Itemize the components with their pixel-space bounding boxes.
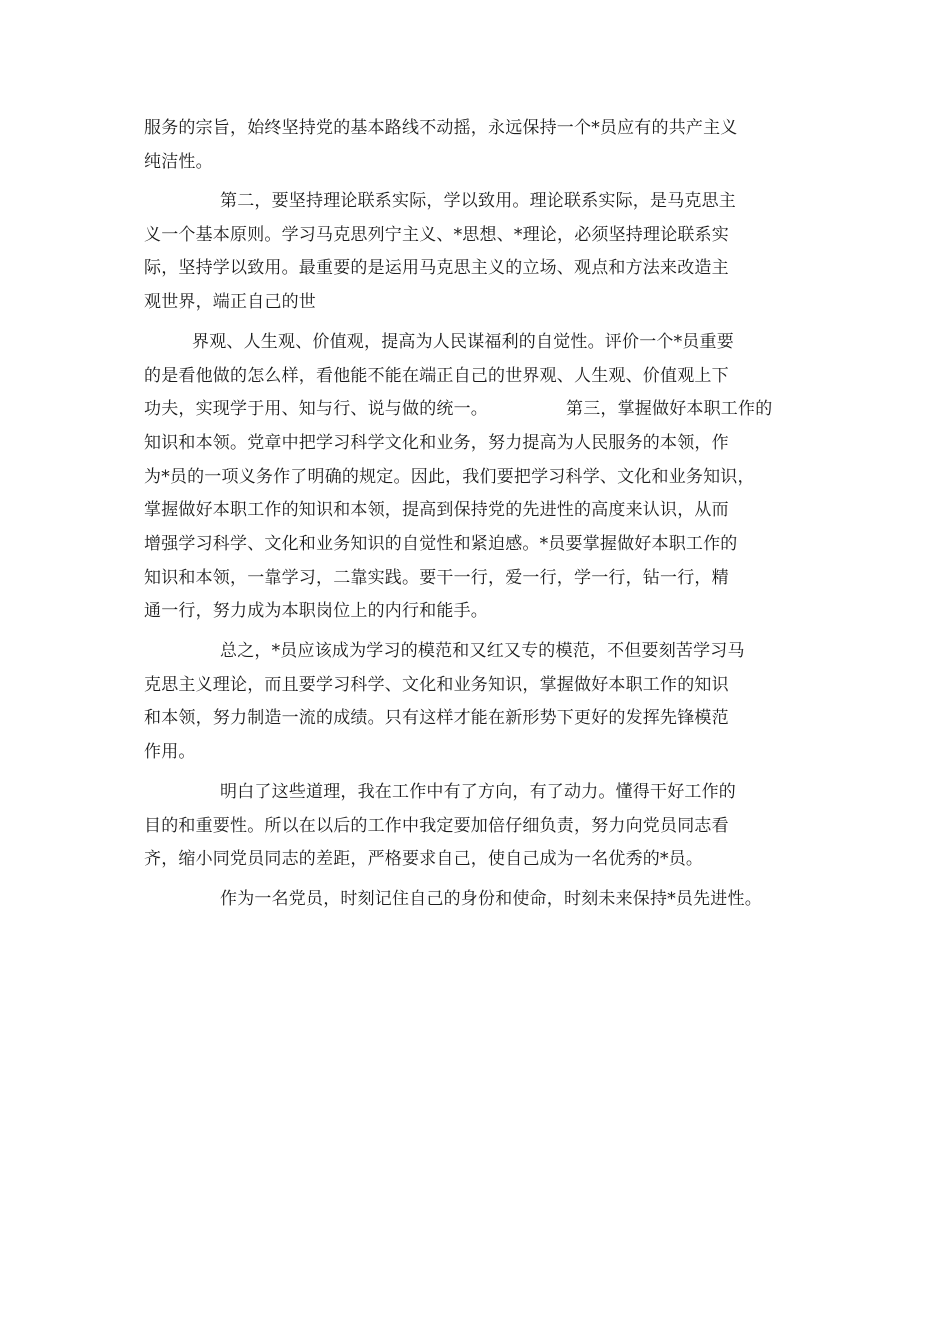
text-line: 作用。 <box>144 742 196 762</box>
text-line: 为*员的一项义务作了明确的规定。因此，我们要把学习科学、文化和业务知识， <box>144 467 755 487</box>
text-line: 第二，要坚持理论联系实际，学以致用。理论联系实际，是马克思主 <box>220 191 736 211</box>
text-line: 知识和本领，一靠学习，二靠实践。要干一行，爱一行，学一行，钻一行，精 <box>144 568 729 588</box>
text-line: 第三，掌握做好本职工作的 <box>566 399 773 419</box>
text-line: 服务的宗旨，始终坚持党的基本路线不动摇，永远保持一个*员应有的共产主义 <box>144 118 738 138</box>
text-line: 掌握做好本职工作的知识和本领，提高到保持党的先进性的高度来认识，从而 <box>144 500 729 520</box>
text-line: 克思主义理论，而且要学习科学、文化和业务知识，掌握做好本职工作的知识 <box>144 675 729 695</box>
text-line: 义一个基本原则。学习马克思列宁主义、*思想、*理论，必须坚持理论联系实 <box>144 225 729 245</box>
text-line: 纯洁性。 <box>144 152 213 172</box>
text-line: 功夫，实现学于用、知与行、说与做的统一。 <box>144 399 488 419</box>
text-line: 目的和重要性。所以在以后的工作中我定要加倍仔细负责，努力向党员同志看 <box>144 816 729 836</box>
text-line: 际，坚持学以致用。最重要的是运用马克思主义的立场、观点和方法来改造主 <box>144 258 729 278</box>
text-line: 增强学习科学、文化和业务知识的自觉性和紧迫感。*员要掌握做好本职工作的 <box>144 534 738 554</box>
text-line: 界观、人生观、价值观，提高为人民谋福利的自觉性。评价一个*员重要 <box>192 332 734 352</box>
text-line: 总之，*员应该成为学习的模范和又红又专的模范，不但要刻苦学习马 <box>220 641 745 661</box>
text-line: 齐，缩小同党员同志的差距，严格要求自己，使自己成为一名优秀的*员。 <box>144 849 704 869</box>
text-line: 知识和本领。党章中把学习科学文化和业务，努力提高为人民服务的本领，作 <box>144 433 729 453</box>
text-line: 和本领，努力制造一流的成绩。只有这样才能在新形势下更好的发挥先锋模范 <box>144 708 729 728</box>
text-line: 通一行，努力成为本职岗位上的内行和能手。 <box>144 601 488 621</box>
text-line: 明白了这些道理，我在工作中有了方向，有了动力。懂得干好工作的 <box>220 782 736 802</box>
text-line: 的是看他做的怎么样，看他能不能在端正自己的世界观、人生观、价值观上下 <box>144 366 729 386</box>
text-line: 作为一名党员，时刻记住自己的身份和使命，时刻未来保持*员先进性。 <box>220 889 762 909</box>
text-line: 观世界，端正自己的世 <box>144 292 316 312</box>
